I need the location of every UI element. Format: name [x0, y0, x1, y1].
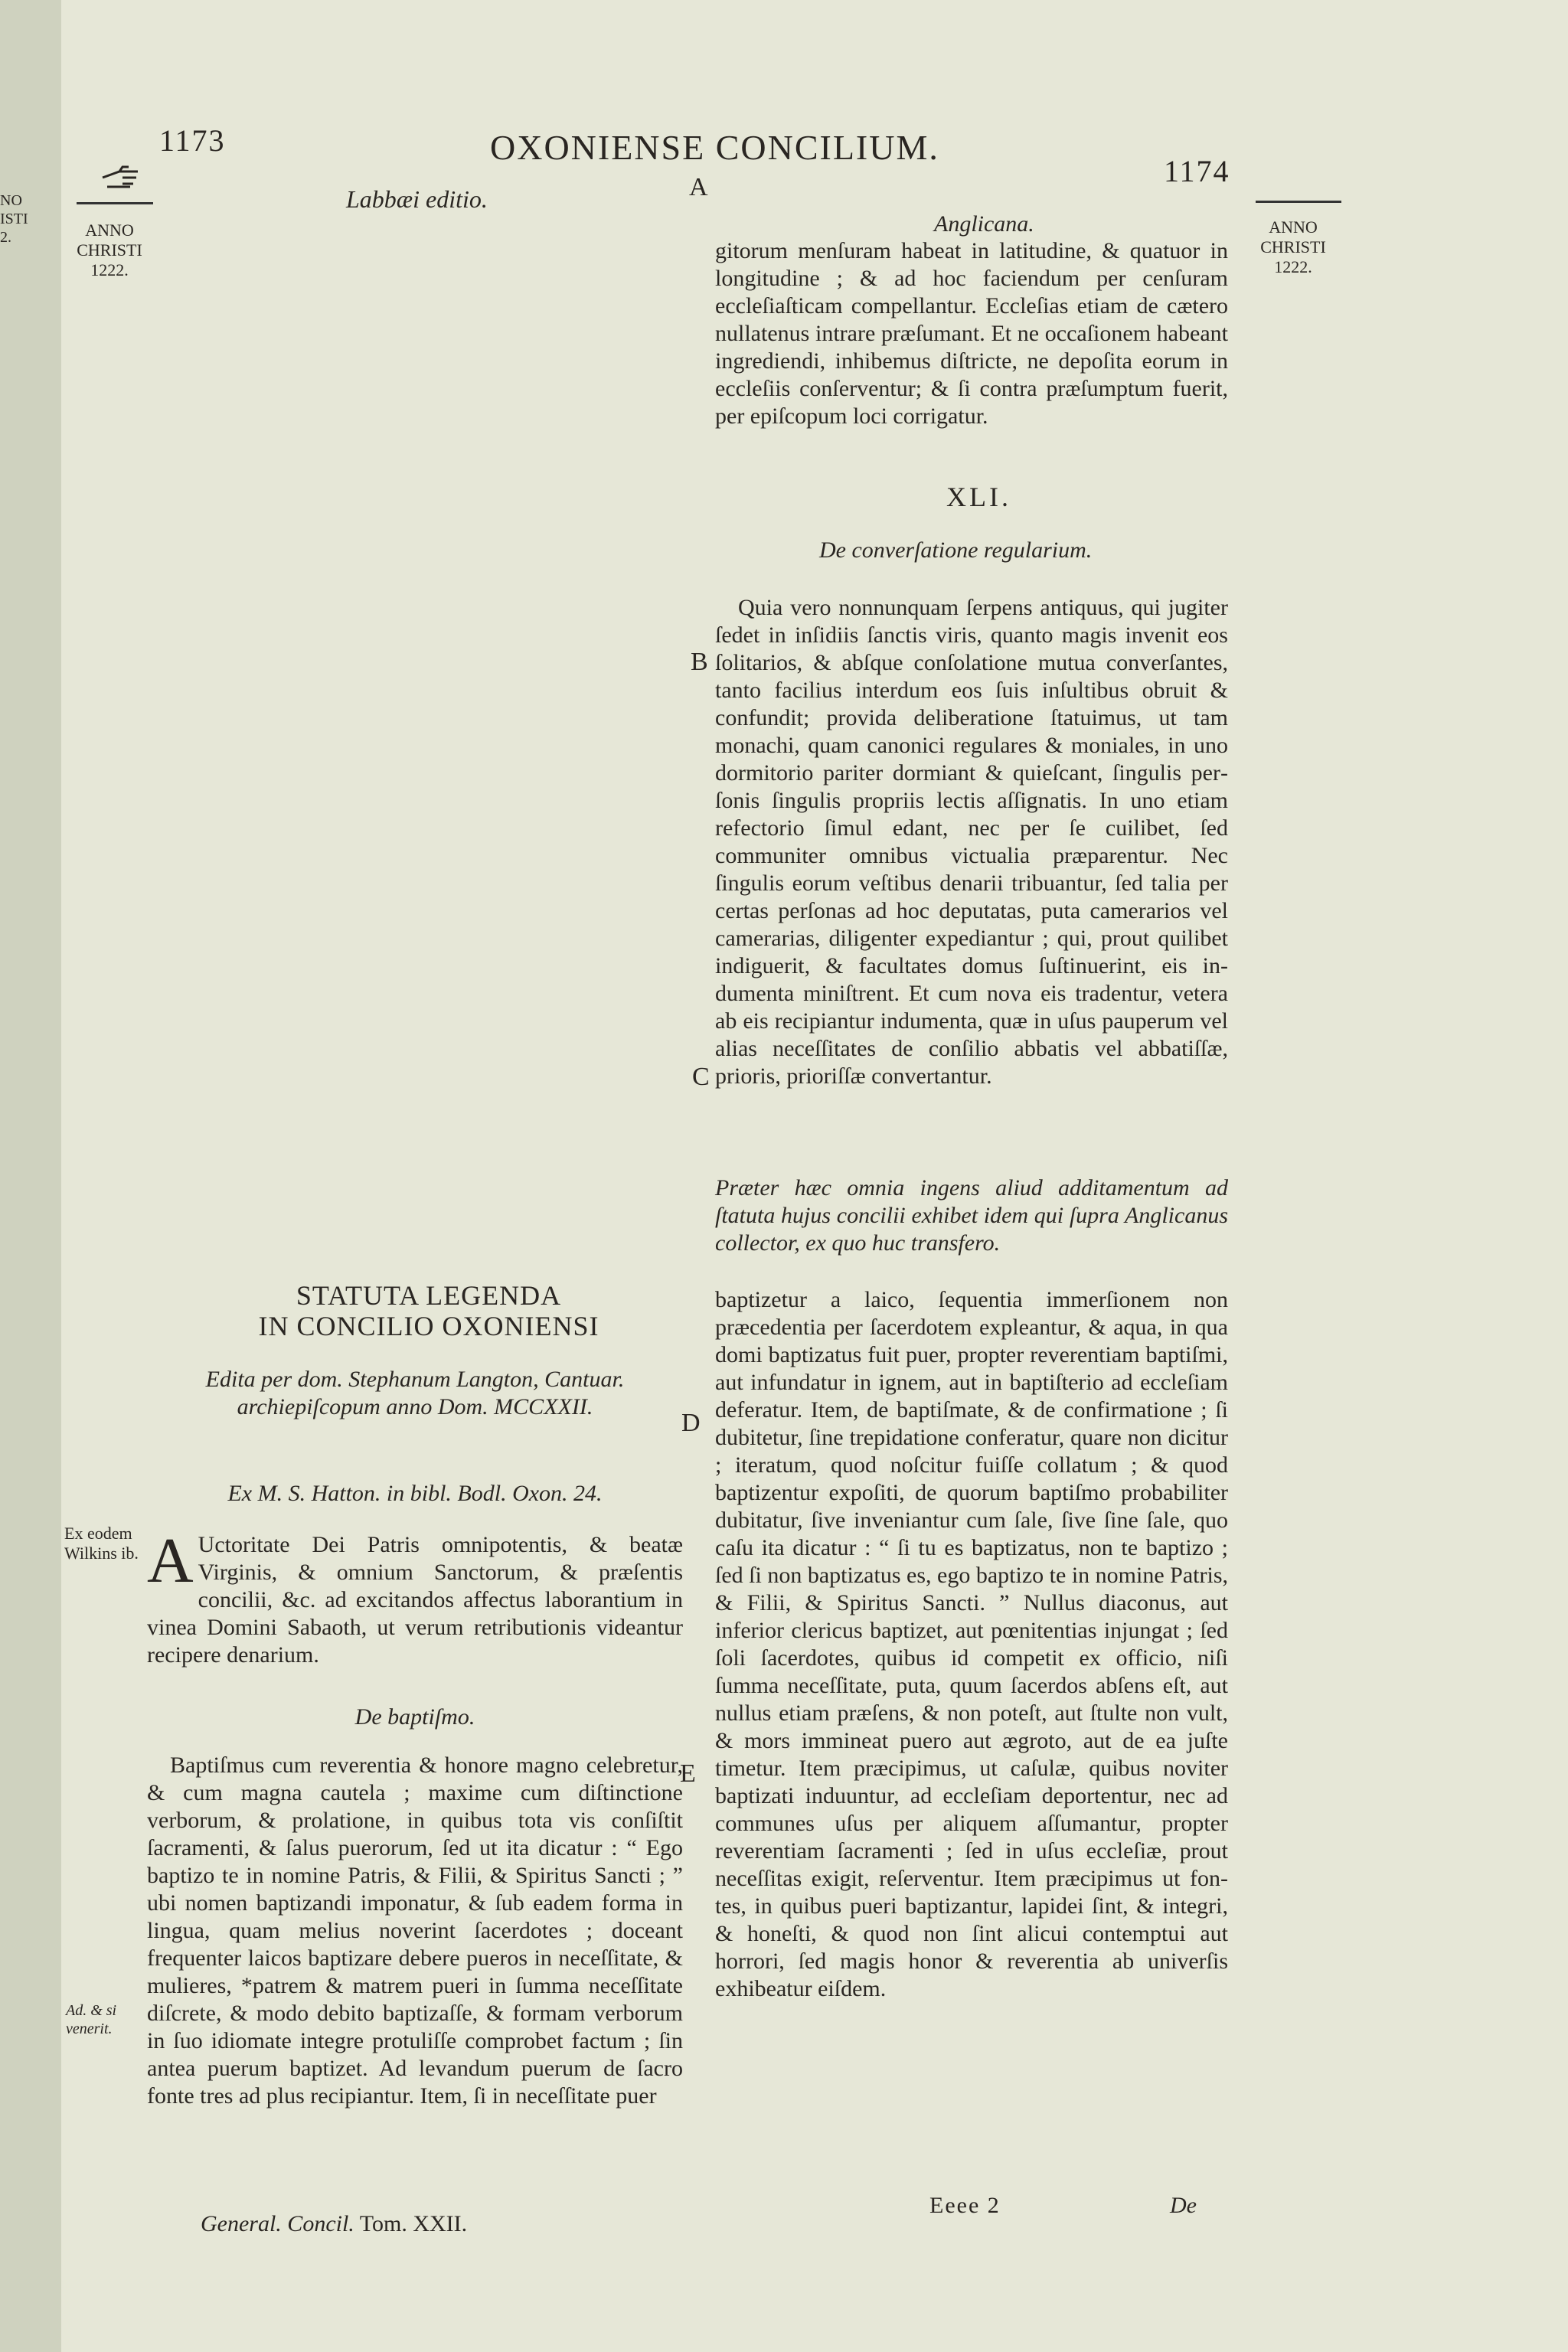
anno-label: ANNO [85, 220, 134, 240]
side-letter-c: C [692, 1063, 710, 1091]
section-letter-a: A [689, 173, 708, 201]
right-column-top-text: gitorum menſuram habeat in latitudine, & quatuor in longitudine ; & ad hoc faciendum per cenſuram eccleſiaſticam compellantur. Eccleſias etiam de cætero nullatenus intrare præſumant. Et ne occaſionem habeant ingrediendi, inhibemus diſtricte, ne depoſita eorum in eccleſiis conſerventur; & ſi contra præſumptum fuerit, per epiſcopum loci corrigatur. [715, 238, 1228, 429]
left-page-number: 1173 [159, 123, 226, 158]
margin-note-ad: Ad. & si venerit. [66, 2002, 117, 2037]
de-baptismo-heading: De baptiſmo. [354, 1704, 475, 1730]
manuscript-source: Ex M. S. Hatton. in bibl. Bodl. Oxon. 24. [227, 1481, 603, 1506]
page-title: OXONIENSE CONCILIUM. [490, 128, 939, 167]
side-letter-e: E [680, 1759, 696, 1788]
right-edition-label: Anglicana. [934, 211, 1034, 237]
edge-line-1: NO [0, 192, 22, 209]
statuta-heading-line-2: IN CONCILIO OXONIENSI [258, 1311, 599, 1341]
right-column-bottom-text: baptizetur a laico, ſequentia immerſionem non præcedentia per ſacerdotem expleantur, & aqua, in qua domi baptizatus fuit puer, propter reverentiam baptiſmi, aut infundatur in ignem, aut in baptiſterio ad eccleſiam deferatur. Item, de baptiſmate, & de confirmatione ; ſi dubitetur, ſine trepidatione conferatur, quare non dicitur ; iteratum, quod noſcitur fuiſſe collatum ; & quod baptizentur expoſiti, de quorum baptiſmo probabiliter dubitatur, ſive inveniantur cum ſale, ſive ſine ſale, quo caſu ita dicatur : “ ſi tu es baptizatus, non te baptizo ; ſed ſi non baptizatus es, ego baptizo te in nomine Patris, & Filii, & Spiritus Sancti. ” Nullus diaconus, aut inferior clericus baptizet, aut pœnitentias injungat ; ſed ſoli ſacerdotes, quibus id competit ex officio, niſi ſumma neceſſitate, puta, quum ſacerdos abſens eſt, aut nullus etiam præſens, & non poteſt, aut ſtulte non vult, & mors immineat puero aut ægroto, aut de ea juſte timetur. Item præcipimus, ut caſulæ, quibus noviter baptizati induuntur, ad eccleſiam deportentur, nec ad communes uſus per aliquem aſſumantur, propter reverentiam ſacramenti ; ſed in uſus eccleſiæ, prout neceſſitas exigit, reſerventur. Item præcipimus ut fontes, in quibus pueri baptizantur, lapidei ſint, & integri, & honeſti, & quod non ſint alicui contemptui aut horrori, ſed magis honor & reverentia ab univerſis exhibeatur eiſdem. [715, 1287, 1228, 2001]
side-letter-b: B [691, 648, 708, 676]
left-edition-label: Labbæi editio. [346, 185, 488, 213]
statuta-heading-line-1: STATUTA LEGENDA [296, 1280, 562, 1311]
anno-label: ANNO [1269, 217, 1318, 237]
edge-line-3: 2. [0, 229, 11, 246]
signature-mark: Eeee 2 [929, 2193, 1001, 2218]
christi-label: CHRISTI [77, 240, 142, 260]
section-xli-body: Quia vero nonnunquam ſerpens antiquus, qui jugiter ſedet in inſidiis ſanctis viris, quanto magis invenit eos ſolitarios, & abſque conſolatione mutua converſantes, tanto facilius interdum eos ſuis inſultibus obruit & confundit; provida deliberatione ſtatuimus, ut tam monachi, quam canonici regulares & moniales, in uno dormitorio pariter dormiant & quieſcant, ſingulis perſonis ſingulis propriis lectis aſſignatis. In uno etiam refectorio ſimul edant, nec per ſe cuilibet, ſed communiter omnibus victualia præparentur. Nec ſingulis eorum veſtibus denarii tribuantur, ſed talia per certas perſonas ad hoc deputatas, puta camerarios vel camerarias, diligenter expediantur ; qui, prout quilibet indiguerit, & facultates domus ſuſtinuerint, eis indumenta miniſtrent. Et cum nova eis tradentur, vetera ab eis recipiantur indumenta, quæ in uſus pauperum vel alias neceſſitates de conſilio abbatis vel abbatiſſæ, prioris, prioriſſæ convertantur. [715, 595, 1228, 1089]
anno-christi-left [75, 220, 144, 280]
left-margin-rule [77, 202, 153, 204]
side-letter-d: D [681, 1409, 701, 1437]
pointing-hand-icon [100, 164, 142, 191]
edge-line-2: ISTI [0, 211, 28, 227]
drop-cap-initial: A [147, 1525, 194, 1596]
footer-tome: Tom. XXII. [359, 2211, 468, 2236]
margin-note-ex-eodem: Ex eodem Wilkins ib. [64, 1524, 139, 1563]
right-margin-rule [1256, 201, 1341, 203]
page-gutter [0, 0, 61, 2352]
statuta-intro-text: Uctoritate Dei Patris omnipotentis, & beatæ Virginis, & omnium Sanctorum, & præſentis concilii, &c. ad excitandos affectus laborantium in vinea Domini Sabaoth, ut verum retributionis videantur recipere denarium. [147, 1532, 683, 1668]
footer-general-concil: General. Concil. [201, 2211, 354, 2236]
collector-note: Præter hæc omnia ingens aliud additamentum ad ſtatuta hujus concilii exhibet idem qui ſupra Anglicanus collector, ex quo huc transfero. [715, 1175, 1228, 1256]
edita-subtitle: Edita per dom. Stephanum Langton, Cantuar. archiepiſcopum anno Dom. MCCXXII. [205, 1367, 625, 1419]
anno-christi-right [1251, 217, 1335, 277]
christi-label: CHRISTI [1260, 237, 1326, 256]
right-page-number: 1174 [1164, 154, 1230, 188]
section-title-xli: De converſatione regularium. [819, 537, 1093, 563]
year-label: 1222. [90, 260, 129, 279]
year-label: 1222. [1274, 257, 1312, 276]
footer-volume-line [201, 2211, 467, 2237]
section-number-xli: XLI. [946, 482, 1011, 512]
statuta-intro [147, 1525, 683, 1669]
statuta-heading [253, 1280, 605, 1341]
edge-margin-note [0, 191, 28, 247]
baptism-text: Baptiſmus cum reverentia & honore magno celebretur, & cum magna cautela ; maxime cum diſtinctione verborum, & prolatione, in quibus tota vis conſiſtit ſacramenti, & ſalus puerorum, ſed ut ita dicatur : “ Ego baptizo te in nomine Patris, & Filii, & Spiritus Sancti ; ” ubi nomen baptizandi imponatur, & ſub eadem forma in lingua, quam melius noverint ſacerdotes ; doceant frequenter laicos baptizare debere pueros in neceſſitate, & mulieres, *patrem & matrem pueri in ſumma neceſſitate diſcrete, & modo debito baptizaſſe, & formam verborum in ſuo idiomate integre protuliſſe comprobet factum ; ſin antea puerum baptizet. Ad levandum puerum de ſacro fonte tres ad plus recipiantur. Item, ſi in neceſſitate puer [147, 1753, 683, 2109]
catchword: De [1170, 2193, 1197, 2218]
